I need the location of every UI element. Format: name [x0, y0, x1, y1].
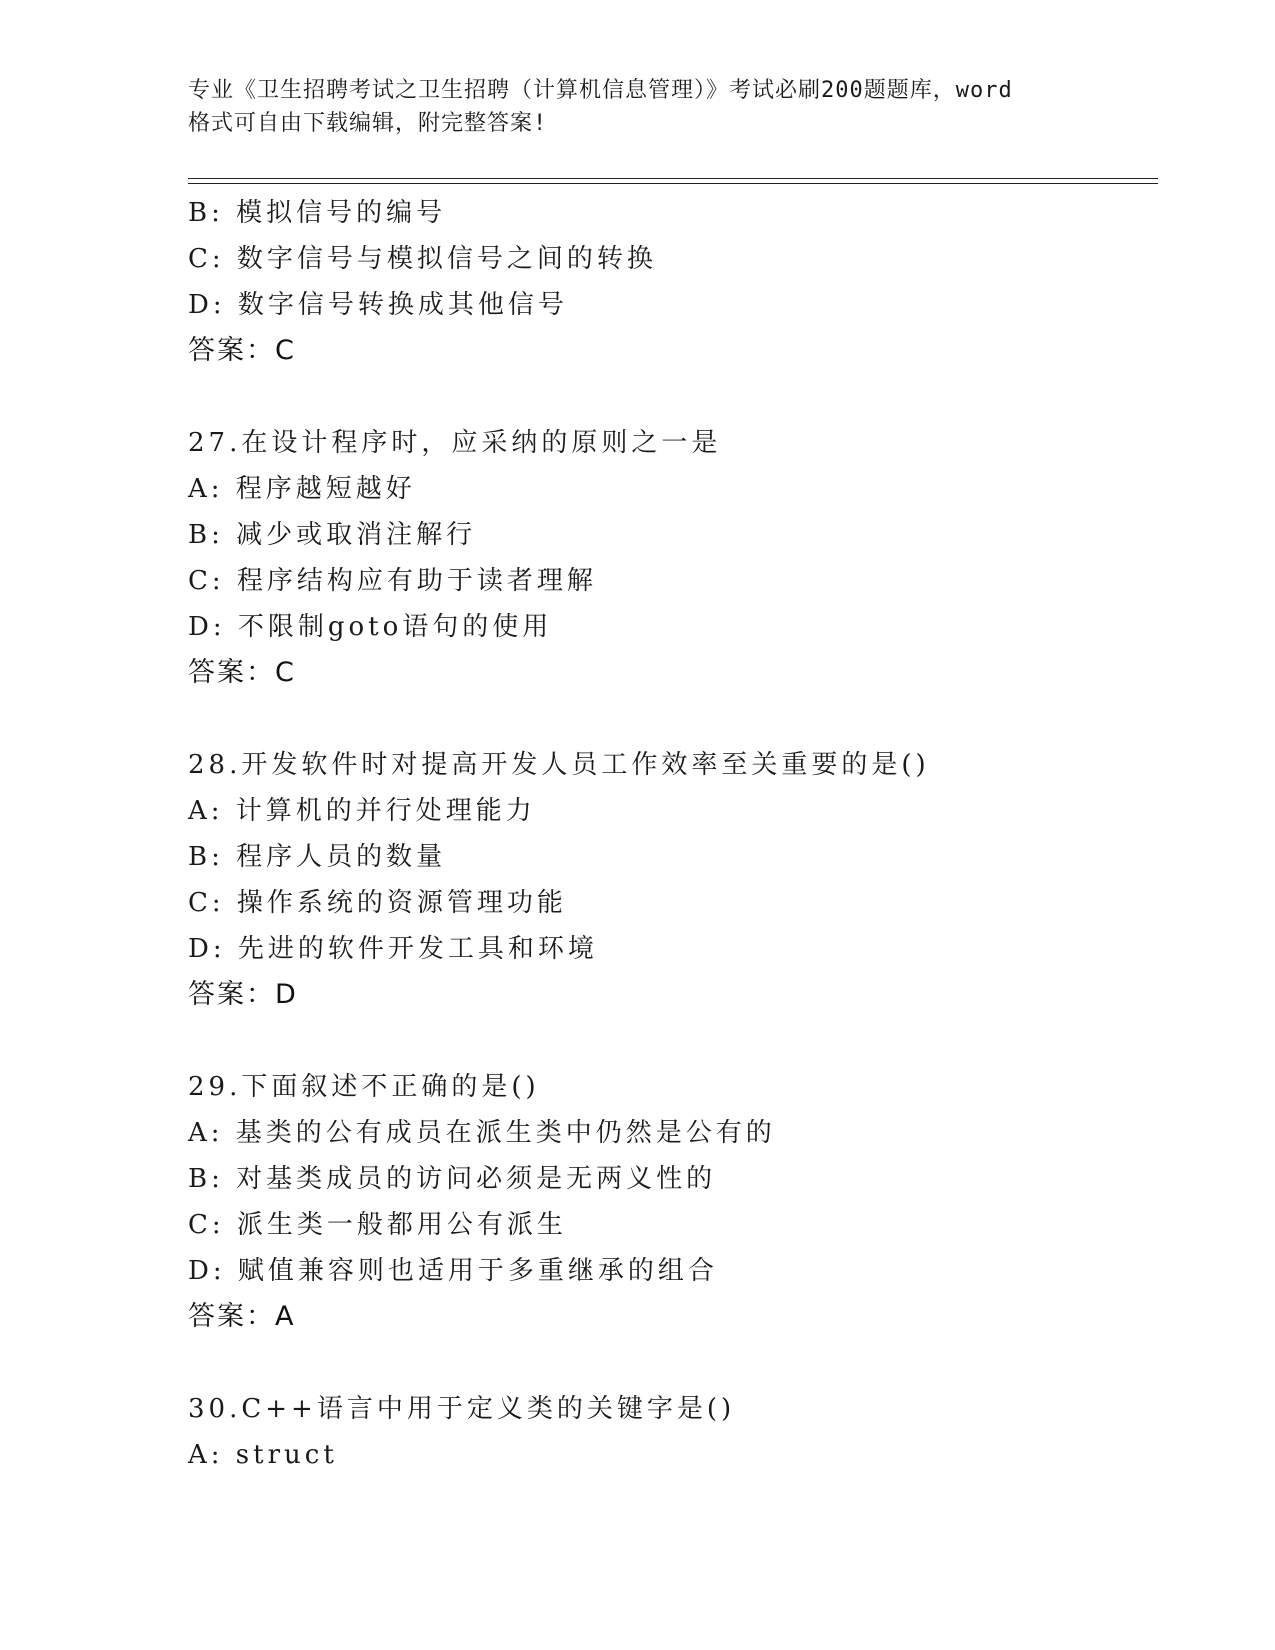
header-line-1: 专业《卫生招聘考试之卫生招聘（计算机信息管理）》考试必刷200题题库，word: [188, 78, 1013, 103]
option-d: D: 赋值兼容则也适用于多重继承的组合: [188, 1256, 718, 1286]
question-26-tail: [188, 190, 1148, 374]
option-c: C: 派生类一般都用公有派生: [188, 1210, 567, 1240]
option-a: A: 程序越短越好: [188, 474, 416, 504]
option-a: A: 计算机的并行处理能力: [188, 796, 536, 826]
spacer: [188, 374, 1148, 420]
option-d: D: 数字信号转换成其他信号: [188, 290, 568, 320]
question-30: [188, 1386, 1148, 1478]
answer-line: 答案：C: [188, 335, 296, 366]
header-divider-bottom: [188, 183, 1158, 184]
spacer: [188, 696, 1148, 742]
option-c: C: 数字信号与模拟信号之间的转换: [188, 244, 657, 274]
question-stem: 27.在设计程序时，应采纳的原则之一是: [188, 428, 722, 458]
question-29: [188, 1064, 1148, 1340]
spacer: [188, 1340, 1148, 1386]
answer-line: 答案：A: [188, 1301, 296, 1332]
option-c: C: 操作系统的资源管理功能: [188, 888, 567, 918]
question-stem: 30.C++语言中用于定义类的关键字是(): [188, 1394, 736, 1424]
document-header: [188, 74, 1118, 140]
question-27: [188, 420, 1148, 696]
answer-line: 答案：D: [188, 979, 298, 1010]
option-c: C: 程序结构应有助于读者理解: [188, 566, 597, 596]
option-d: D: 不限制goto语句的使用: [188, 612, 553, 642]
option-b: B: 模拟信号的编号: [188, 198, 447, 228]
option-b: B: 程序人员的数量: [188, 842, 447, 872]
option-d: D: 先进的软件开发工具和环境: [188, 934, 598, 964]
question-list: [188, 190, 1148, 1478]
header-divider-top: [188, 178, 1158, 179]
question-28: [188, 742, 1148, 1018]
option-b: B: 减少或取消注解行: [188, 520, 477, 550]
answer-line: 答案：C: [188, 657, 296, 688]
option-a: A: struct: [188, 1440, 338, 1470]
question-stem: 29.下面叙述不正确的是(): [188, 1072, 540, 1102]
header-line-2: 格式可自由下载编辑，附完整答案!: [188, 111, 548, 136]
option-a: A: 基类的公有成员在派生类中仍然是公有的: [188, 1118, 776, 1148]
spacer: [188, 1018, 1148, 1064]
question-stem: 28.开发软件时对提高开发人员工作效率至关重要的是(): [188, 750, 930, 780]
option-b: B: 对基类成员的访问必须是无两义性的: [188, 1164, 717, 1194]
